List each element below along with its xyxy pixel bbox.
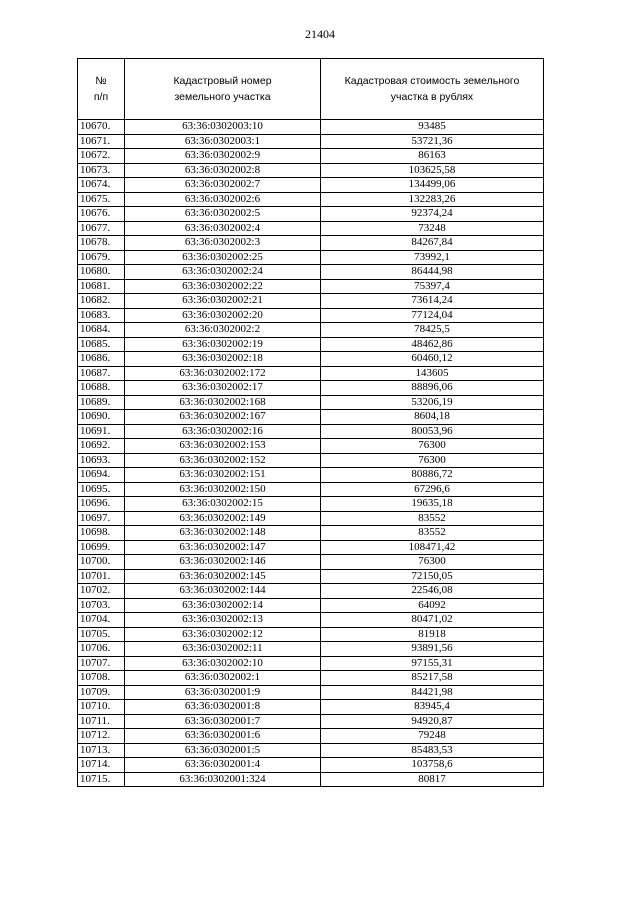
cadastral-number: 63:36:0302002:15 bbox=[125, 497, 321, 512]
cadastral-value: 94920,87 bbox=[321, 714, 544, 729]
cadastral-value: 76300 bbox=[321, 453, 544, 468]
table-row bbox=[78, 555, 544, 570]
cadastral-number: 63:36:0302002:151 bbox=[125, 468, 321, 483]
table-row bbox=[78, 236, 544, 251]
table-row bbox=[78, 120, 544, 135]
cadastral-number: 63:36:0302001:324 bbox=[125, 772, 321, 787]
row-number: 10715. bbox=[78, 772, 125, 787]
cadastral-value: 79248 bbox=[321, 729, 544, 744]
table-row bbox=[78, 540, 544, 555]
table-row bbox=[78, 453, 544, 468]
header-cadastral-number: Кадастровый номер земельного участка bbox=[125, 59, 321, 120]
row-number: 10684. bbox=[78, 323, 125, 338]
cadastral-value: 80471,02 bbox=[321, 613, 544, 628]
table-row bbox=[78, 308, 544, 323]
row-number: 10697. bbox=[78, 511, 125, 526]
row-number: 10680. bbox=[78, 265, 125, 280]
cadastral-number: 63:36:0302002:172 bbox=[125, 366, 321, 381]
table-row bbox=[78, 424, 544, 439]
cadastral-number: 63:36:0302002:168 bbox=[125, 395, 321, 410]
cadastral-value: 48462,86 bbox=[321, 337, 544, 352]
row-number: 10691. bbox=[78, 424, 125, 439]
cadastral-number: 63:36:0302002:149 bbox=[125, 511, 321, 526]
cadastral-value: 134499,06 bbox=[321, 178, 544, 193]
table-row bbox=[78, 497, 544, 512]
row-number: 10700. bbox=[78, 555, 125, 570]
cadastral-value: 83552 bbox=[321, 526, 544, 541]
cadastral-value: 73248 bbox=[321, 221, 544, 236]
cadastral-value: 84267,84 bbox=[321, 236, 544, 251]
cadastral-value: 92374,24 bbox=[321, 207, 544, 222]
cadastral-value: 19635,18 bbox=[321, 497, 544, 512]
row-number: 10693. bbox=[78, 453, 125, 468]
cadastral-value: 88896,06 bbox=[321, 381, 544, 396]
row-number: 10714. bbox=[78, 758, 125, 773]
row-number: 10672. bbox=[78, 149, 125, 164]
header-cadastral-value: Кадастровая стоимость земельного участка в рублях bbox=[321, 59, 544, 120]
cadastral-number: 63:36:0302002:20 bbox=[125, 308, 321, 323]
row-number: 10712. bbox=[78, 729, 125, 744]
cadastral-value: 8604,18 bbox=[321, 410, 544, 425]
row-number: 10694. bbox=[78, 468, 125, 483]
table-row bbox=[78, 598, 544, 613]
table-row bbox=[78, 714, 544, 729]
cadastral-value: 77124,04 bbox=[321, 308, 544, 323]
cadastral-value: 80053,96 bbox=[321, 424, 544, 439]
cadastral-number: 63:36:0302002:1 bbox=[125, 671, 321, 686]
row-number: 10703. bbox=[78, 598, 125, 613]
table-row bbox=[78, 178, 544, 193]
table-row bbox=[78, 526, 544, 541]
cadastral-number: 63:36:0302002:146 bbox=[125, 555, 321, 570]
table-row bbox=[78, 468, 544, 483]
cadastral-number: 63:36:0302002:6 bbox=[125, 192, 321, 207]
row-number: 10711. bbox=[78, 714, 125, 729]
cadastral-number: 63:36:0302002:7 bbox=[125, 178, 321, 193]
row-number: 10682. bbox=[78, 294, 125, 309]
cadastral-value: 84421,98 bbox=[321, 685, 544, 700]
row-number: 10704. bbox=[78, 613, 125, 628]
cadastral-number: 63:36:0302002:152 bbox=[125, 453, 321, 468]
row-number: 10698. bbox=[78, 526, 125, 541]
cadastral-number: 63:36:0302002:17 bbox=[125, 381, 321, 396]
row-number: 10676. bbox=[78, 207, 125, 222]
cadastral-number: 63:36:0302002:9 bbox=[125, 149, 321, 164]
row-number: 10701. bbox=[78, 569, 125, 584]
table-row bbox=[78, 584, 544, 599]
cadastral-value: 86444,98 bbox=[321, 265, 544, 280]
row-number: 10710. bbox=[78, 700, 125, 715]
cadastral-value: 97155,31 bbox=[321, 656, 544, 671]
cadastral-value: 76300 bbox=[321, 555, 544, 570]
cadastral-number: 63:36:0302001:6 bbox=[125, 729, 321, 744]
cadastral-value: 103625,58 bbox=[321, 163, 544, 178]
table-row bbox=[78, 410, 544, 425]
cadastral-number: 63:36:0302002:16 bbox=[125, 424, 321, 439]
cadastral-table bbox=[77, 58, 544, 787]
cadastral-value: 83552 bbox=[321, 511, 544, 526]
cadastral-number: 63:36:0302002:14 bbox=[125, 598, 321, 613]
cadastral-number: 63:36:0302001:5 bbox=[125, 743, 321, 758]
cadastral-number: 63:36:0302002:12 bbox=[125, 627, 321, 642]
cadastral-value: 85483,53 bbox=[321, 743, 544, 758]
row-number: 10675. bbox=[78, 192, 125, 207]
cadastral-number: 63:36:0302002:21 bbox=[125, 294, 321, 309]
cadastral-number: 63:36:0302002:167 bbox=[125, 410, 321, 425]
cadastral-value: 73992,1 bbox=[321, 250, 544, 265]
table-row bbox=[78, 613, 544, 628]
table-row bbox=[78, 439, 544, 454]
cadastral-value: 93891,56 bbox=[321, 642, 544, 657]
cadastral-number: 63:36:0302002:10 bbox=[125, 656, 321, 671]
cadastral-number: 63:36:0302002:144 bbox=[125, 584, 321, 599]
cadastral-number: 63:36:0302002:18 bbox=[125, 352, 321, 367]
row-number: 10696. bbox=[78, 497, 125, 512]
cadastral-number: 63:36:0302002:25 bbox=[125, 250, 321, 265]
table-row bbox=[78, 250, 544, 265]
table-row bbox=[78, 149, 544, 164]
cadastral-value: 76300 bbox=[321, 439, 544, 454]
table-row bbox=[78, 366, 544, 381]
row-number: 10709. bbox=[78, 685, 125, 700]
cadastral-value: 72150,05 bbox=[321, 569, 544, 584]
cadastral-value: 80817 bbox=[321, 772, 544, 787]
cadastral-number: 63:36:0302001:8 bbox=[125, 700, 321, 715]
table-row bbox=[78, 192, 544, 207]
cadastral-number: 63:36:0302001:4 bbox=[125, 758, 321, 773]
row-number: 10705. bbox=[78, 627, 125, 642]
cadastral-number: 63:36:0302002:4 bbox=[125, 221, 321, 236]
cadastral-number: 63:36:0302002:147 bbox=[125, 540, 321, 555]
cadastral-number: 63:36:0302002:24 bbox=[125, 265, 321, 280]
row-number: 10713. bbox=[78, 743, 125, 758]
table-row bbox=[78, 671, 544, 686]
cadastral-value: 67296,6 bbox=[321, 482, 544, 497]
table-row bbox=[78, 134, 544, 149]
row-number: 10674. bbox=[78, 178, 125, 193]
row-number: 10690. bbox=[78, 410, 125, 425]
row-number: 10706. bbox=[78, 642, 125, 657]
table-body bbox=[78, 120, 544, 787]
cadastral-value: 81918 bbox=[321, 627, 544, 642]
table-row bbox=[78, 337, 544, 352]
cadastral-number: 63:36:0302002:148 bbox=[125, 526, 321, 541]
table-row bbox=[78, 685, 544, 700]
cadastral-value: 73614,24 bbox=[321, 294, 544, 309]
table-row bbox=[78, 772, 544, 787]
row-number: 10673. bbox=[78, 163, 125, 178]
table-row bbox=[78, 221, 544, 236]
table-row bbox=[78, 511, 544, 526]
row-number: 10689. bbox=[78, 395, 125, 410]
table-header-row bbox=[78, 59, 544, 120]
cadastral-value: 85217,58 bbox=[321, 671, 544, 686]
cadastral-value: 22546,08 bbox=[321, 584, 544, 599]
cadastral-value: 83945,4 bbox=[321, 700, 544, 715]
row-number: 10692. bbox=[78, 439, 125, 454]
cadastral-value: 80886,72 bbox=[321, 468, 544, 483]
table-row bbox=[78, 743, 544, 758]
header-number: № п/п bbox=[78, 59, 125, 120]
table-row bbox=[78, 758, 544, 773]
row-number: 10686. bbox=[78, 352, 125, 367]
cadastral-number: 63:36:0302002:11 bbox=[125, 642, 321, 657]
cadastral-number: 63:36:0302002:3 bbox=[125, 236, 321, 251]
cadastral-number: 63:36:0302002:8 bbox=[125, 163, 321, 178]
table-row bbox=[78, 642, 544, 657]
row-number: 10687. bbox=[78, 366, 125, 381]
row-number: 10671. bbox=[78, 134, 125, 149]
cadastral-value: 108471,42 bbox=[321, 540, 544, 555]
cadastral-value: 78425,5 bbox=[321, 323, 544, 338]
cadastral-value: 60460,12 bbox=[321, 352, 544, 367]
table-row bbox=[78, 656, 544, 671]
cadastral-number: 63:36:0302003:10 bbox=[125, 120, 321, 135]
cadastral-number: 63:36:0302002:22 bbox=[125, 279, 321, 294]
cadastral-number: 63:36:0302002:145 bbox=[125, 569, 321, 584]
page-number: 21404 bbox=[305, 27, 335, 41]
table-row bbox=[78, 482, 544, 497]
table-row bbox=[78, 729, 544, 744]
cadastral-number: 63:36:0302002:19 bbox=[125, 337, 321, 352]
table-row bbox=[78, 381, 544, 396]
table-row bbox=[78, 294, 544, 309]
table-row bbox=[78, 700, 544, 715]
cadastral-number: 63:36:0302002:2 bbox=[125, 323, 321, 338]
table-row bbox=[78, 627, 544, 642]
table-row bbox=[78, 265, 544, 280]
cadastral-value: 93485 bbox=[321, 120, 544, 135]
cadastral-value: 75397,4 bbox=[321, 279, 544, 294]
cadastral-number: 63:36:0302002:150 bbox=[125, 482, 321, 497]
cadastral-number: 63:36:0302002:5 bbox=[125, 207, 321, 222]
row-number: 10695. bbox=[78, 482, 125, 497]
row-number: 10678. bbox=[78, 236, 125, 251]
row-number: 10688. bbox=[78, 381, 125, 396]
row-number: 10670. bbox=[78, 120, 125, 135]
table-row bbox=[78, 352, 544, 367]
row-number: 10685. bbox=[78, 337, 125, 352]
row-number: 10699. bbox=[78, 540, 125, 555]
row-number: 10707. bbox=[78, 656, 125, 671]
table-row bbox=[78, 163, 544, 178]
cadastral-value: 143605 bbox=[321, 366, 544, 381]
table-row bbox=[78, 395, 544, 410]
row-number: 10679. bbox=[78, 250, 125, 265]
row-number: 10708. bbox=[78, 671, 125, 686]
cadastral-value: 86163 bbox=[321, 149, 544, 164]
row-number: 10702. bbox=[78, 584, 125, 599]
row-number: 10677. bbox=[78, 221, 125, 236]
cadastral-value: 132283,26 bbox=[321, 192, 544, 207]
cadastral-number: 63:36:0302003:1 bbox=[125, 134, 321, 149]
cadastral-value: 103758,6 bbox=[321, 758, 544, 773]
cadastral-value: 64092 bbox=[321, 598, 544, 613]
cadastral-number: 63:36:0302001:9 bbox=[125, 685, 321, 700]
table-row bbox=[78, 207, 544, 222]
cadastral-number: 63:36:0302002:13 bbox=[125, 613, 321, 628]
table-row bbox=[78, 323, 544, 338]
table-row bbox=[78, 569, 544, 584]
cadastral-number: 63:36:0302001:7 bbox=[125, 714, 321, 729]
row-number: 10681. bbox=[78, 279, 125, 294]
table-row bbox=[78, 279, 544, 294]
cadastral-number: 63:36:0302002:153 bbox=[125, 439, 321, 454]
cadastral-value: 53721,36 bbox=[321, 134, 544, 149]
row-number: 10683. bbox=[78, 308, 125, 323]
cadastral-value: 53206,19 bbox=[321, 395, 544, 410]
